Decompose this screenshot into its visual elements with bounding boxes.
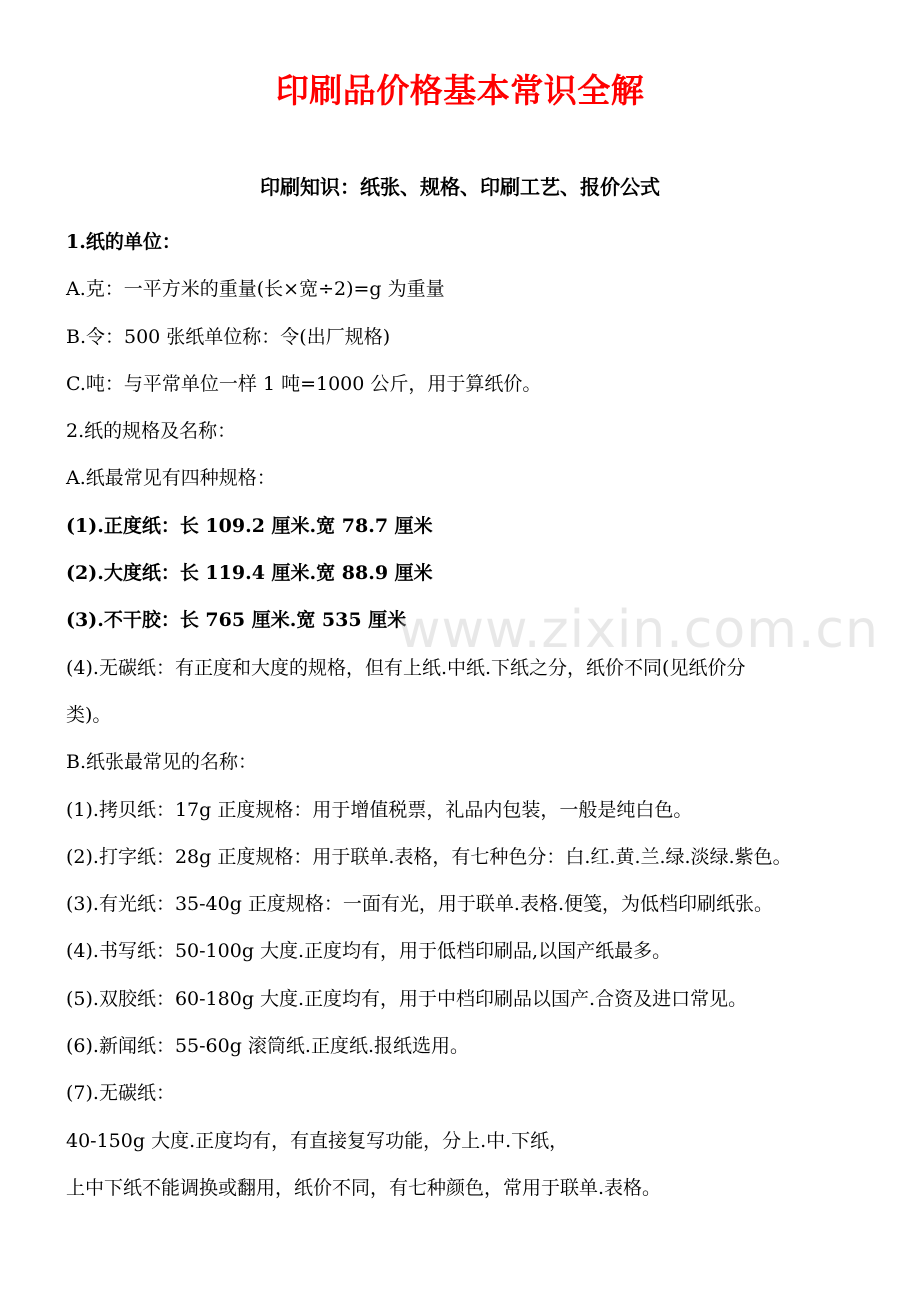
text-line: (2).大度纸：长 119.4 厘米.宽 88.9 厘米 — [66, 562, 433, 585]
text-line: (6).新闻纸：55-60g 滚筒纸.正度纸.报纸选用。 — [66, 1035, 470, 1058]
text-line: B.令：500 张纸单位称：令(出厂规格) — [66, 325, 391, 348]
document-subtitle: 印刷知识：纸张、规格、印刷工艺、报价公式 — [260, 175, 660, 199]
document-title: 印刷品价格基本常识全解 — [275, 71, 645, 110]
text-line: (5).双胶纸：60-180g 大度.正度均有，用于中档印刷品以国产.合资及进口常见。 — [66, 987, 748, 1010]
text-line: A.克：一平方米的重量(长×宽÷2)=g 为重量 — [66, 278, 445, 301]
text-line: 类)。 — [66, 703, 112, 726]
text-line: (4).无碳纸：有正度和大度的规格，但有上纸.中纸.下纸之分，纸价不同(见纸价分 — [66, 656, 746, 679]
text-line: (3).不干胶：长 765 厘米.宽 535 厘米 — [66, 609, 407, 632]
text-line: (1).拷贝纸：17g 正度规格：用于增值税票，礼品内包装，一般是纯白色。 — [66, 798, 693, 821]
text-line: (4).书写纸：50-100g 大度.正度均有，用于低档印刷品,以国产纸最多。 — [66, 940, 672, 963]
text-line: (7).无碳纸： — [66, 1082, 175, 1105]
text-line: (1).正度纸：长 109.2 厘米.宽 78.7 厘米 — [66, 514, 433, 537]
text-line: B.纸张最常见的名称： — [66, 751, 258, 774]
text-line: 2.纸的规格及名称： — [66, 420, 237, 443]
watermark: www.zixin.com.cn — [398, 600, 879, 660]
text-line: 40-150g 大度.正度均有，有直接复写功能，分上.中.下纸， — [66, 1129, 569, 1152]
text-line: 1.纸的单位： — [66, 231, 181, 253]
document-body — [66, 219, 866, 1212]
text-line: (2).打字纸：28g 正度规格：用于联单.表格，有七种色分：白.红.黄.兰.绿.淡绿.紫色。 — [66, 845, 792, 868]
text-line: (3).有光纸：35-40g 正度规格：一面有光，用于联单.表格.便笺，为低档印刷纸张。 — [66, 893, 774, 916]
text-line: 上中下纸不能调换或翻用，纸价不同，有七种颜色，常用于联单.表格。 — [66, 1176, 662, 1199]
text-line: A.纸最常见有四种规格： — [66, 467, 276, 490]
text-line: C.吨：与平常单位一样 1 吨=1000 公斤，用于算纸价。 — [66, 372, 542, 395]
